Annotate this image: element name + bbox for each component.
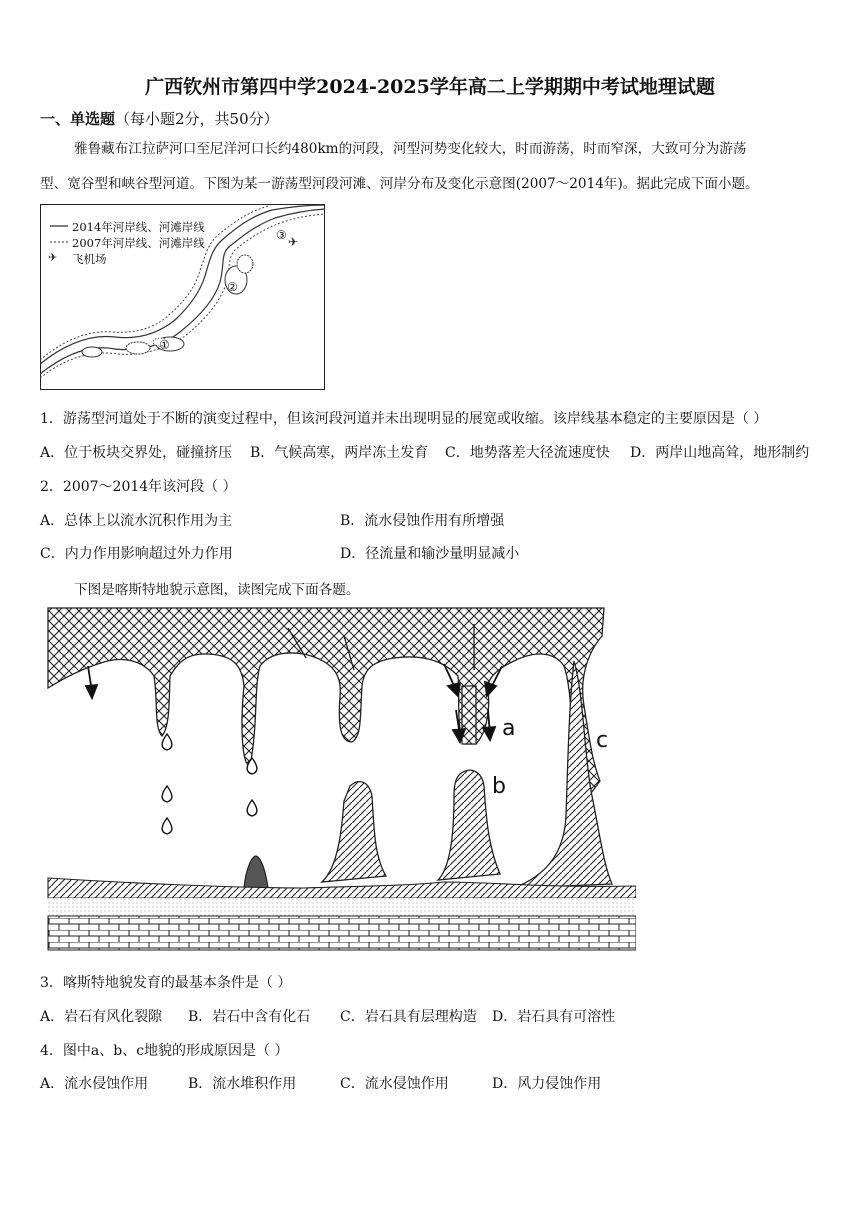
page-title: 广西钦州市第四中学2024-2025学年高二上学期期中考试地理试题 <box>145 76 715 98</box>
question-3-option-d: D．岩石具有可溶性 <box>492 1009 616 1025</box>
question-4-option-a: A．流水侵蚀作用 <box>40 1076 149 1092</box>
label-b: b <box>492 774 506 799</box>
karst-svg <box>44 606 636 951</box>
question-4-option-d: D．风力侵蚀作用 <box>492 1076 602 1092</box>
question-3-stem: 3．喀斯特地貌发育的最基本条件是（ ） <box>40 975 292 991</box>
question-3-option-a: A．岩石有风化裂隙 <box>40 1009 163 1025</box>
label-c: c <box>596 728 609 753</box>
section-heading <box>40 108 279 129</box>
question-3-option-b: B．岩石中含有化石 <box>188 1009 311 1025</box>
passage1-line1: 雅鲁藏布江拉萨河口至尼洋河口长约480km的河段，河型河势变化较大，时而游荡，时而窄深，大致可分为游荡 <box>74 141 747 157</box>
airplane-icon: ✈ <box>288 235 299 249</box>
passage2: 下图是喀斯特地貌示意图，读图完成下面各题。 <box>74 582 360 598</box>
question-1-option-a: A．位于板块交界处，碰撞挤压 <box>40 445 233 461</box>
question-2-stem: 2．2007～2014年该河段（ ） <box>40 479 237 495</box>
question-1-stem: 1．游荡型河道处于不断的演变过程中，但该河段河道并未出现明显的展宽或收缩。该岸线基本稳定的主要原因是（ ） <box>40 411 768 427</box>
marker-1: ① <box>159 338 170 352</box>
section-title: 一、单选题 <box>40 110 116 128</box>
question-1-option-b: B．气候高寒，两岸冻土发育 <box>250 445 429 461</box>
question-4-option-b: B．流水堆积作用 <box>188 1076 297 1092</box>
legend-airport: 飞机场 <box>72 252 107 266</box>
karst-figure <box>44 606 636 951</box>
legend-2007: 2007年河岸线、河滩岸线 <box>72 236 205 250</box>
passage1-line2: 型、宽谷型和峡谷型河道。下图为某一游荡型河段河滩、河岸分布及变化示意图(2007～2014年)。据此完成下面小题。 <box>40 176 759 192</box>
section-note: （每小题2分，共50分） <box>115 110 279 128</box>
question-3-option-c: C．岩石具有层理构造 <box>340 1009 477 1025</box>
question-2-option-c: C．内力作用影响超过外力作用 <box>40 546 233 562</box>
question-2-option-d: D．径流量和输沙量明显减小 <box>340 546 520 562</box>
question-1-option-d: D．两岸山地高耸，地形制约 <box>630 445 810 461</box>
airplane-legend-icon: ✈ <box>48 251 58 264</box>
question-2-option-a: A．总体上以流水沉积作用为主 <box>40 513 233 529</box>
marker-2: ② <box>227 280 238 294</box>
question-4-stem: 4．图中a、b、c地貌的形成原因是（ ） <box>40 1043 289 1059</box>
river-map-figure <box>40 204 325 390</box>
marker-3: ③ <box>276 228 287 242</box>
question-1-option-c: C．地势落差大径流速度快 <box>445 445 610 461</box>
question-2-option-b: B．流水侵蚀作用有所增强 <box>340 513 505 529</box>
question-4-option-c: C．流水侵蚀作用 <box>340 1076 449 1092</box>
legend-2014: 2014年河岸线、河滩岸线 <box>72 220 205 234</box>
label-a: a <box>502 716 516 741</box>
